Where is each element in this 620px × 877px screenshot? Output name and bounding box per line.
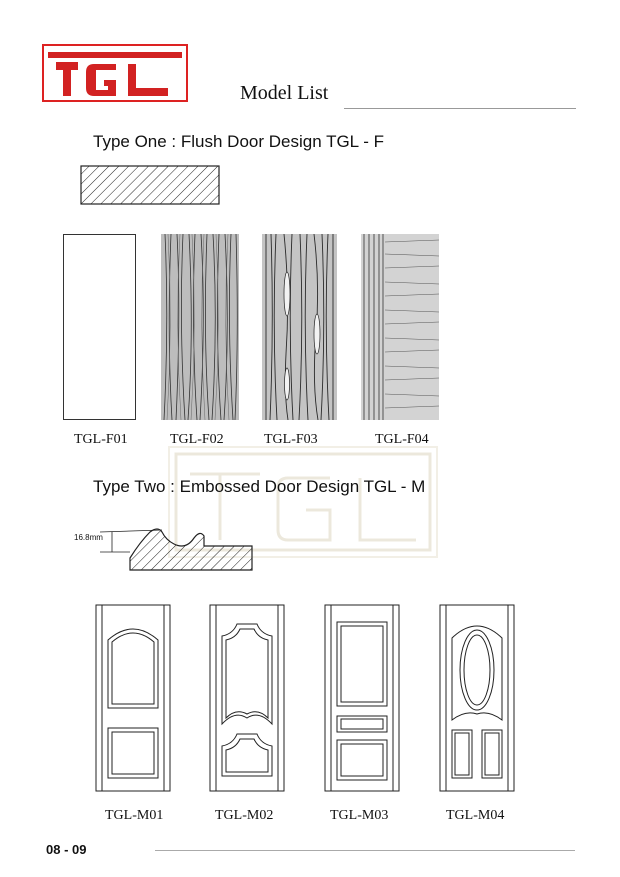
tgl-logo-mark [44, 46, 186, 100]
type-two-heading: Type Two : Embossed Door Design TGL - M [93, 477, 426, 496]
model-label-m03: TGL-M03 [330, 808, 389, 823]
model-label-f01: TGL-F01 [74, 432, 128, 447]
title-divider [344, 108, 576, 109]
footer-divider [155, 850, 575, 851]
model-label-m04: TGL-M04 [446, 808, 505, 823]
flush-door-cross-section [80, 165, 220, 205]
door-tgl-f03-image [262, 234, 337, 420]
model-label-f02: TGL-F02 [170, 432, 224, 447]
dimension-label: 16.8mm [74, 533, 103, 542]
model-label-m01: TGL-M01 [105, 808, 164, 823]
model-label-m02: TGL-M02 [215, 808, 274, 823]
door-tgl-m01-image [95, 604, 171, 792]
page-number: 08 - 09 [46, 842, 87, 857]
door-tgl-f01-image [63, 234, 136, 420]
door-tgl-m04-image [439, 604, 515, 792]
model-label-f03: TGL-F03 [264, 432, 318, 447]
door-tgl-f04-image [361, 234, 439, 420]
model-label-f04: TGL-F04 [375, 432, 429, 447]
door-tgl-m03-image [324, 604, 400, 792]
door-tgl-m02-image [209, 604, 285, 792]
type-one-heading: Type One : Flush Door Design TGL - F [93, 132, 385, 151]
embossed-door-cross-section [70, 522, 255, 574]
door-tgl-f02-image [161, 234, 239, 420]
tgl-logo [42, 44, 188, 102]
page-title: Model List [240, 82, 329, 104]
